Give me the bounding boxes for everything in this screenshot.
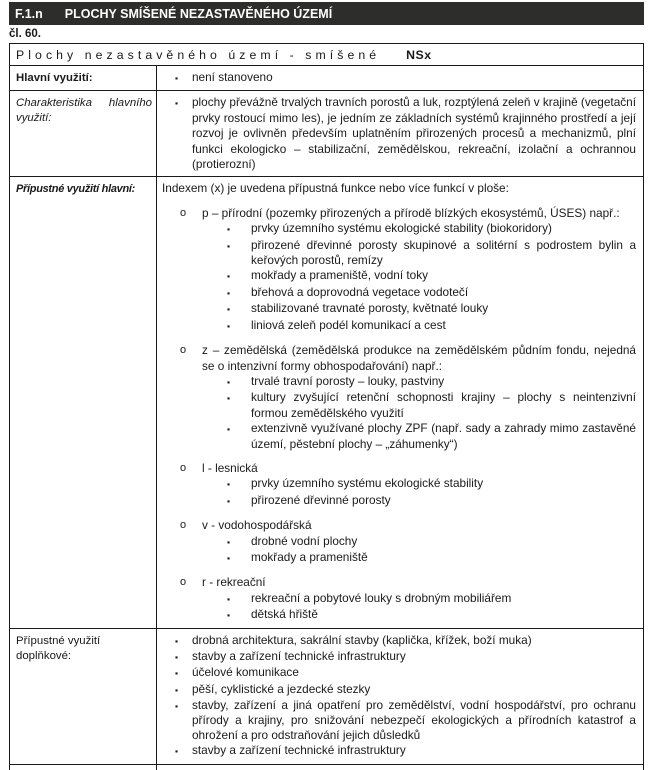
section-code: F.1.n [15, 6, 43, 21]
bullet-square-icon: ▪ [175, 701, 179, 712]
bullet-circle-icon: o [180, 206, 187, 219]
list-item [227, 221, 636, 237]
row-label-main-use: Hlavní využití: [10, 66, 157, 91]
bullet-square-icon: ▪ [175, 652, 179, 662]
bullet-square-icon: ▪ [227, 287, 231, 298]
list-item [227, 421, 636, 452]
bullet-square-icon: ▪ [227, 320, 231, 331]
bullet-square-icon: ▪ [175, 98, 179, 109]
list-item-text: prvky územního systému ekologické stability [251, 476, 484, 491]
list-item [227, 285, 636, 301]
table-row-title [10, 44, 644, 66]
list-item-text: mokřady a prameniště [251, 549, 368, 564]
list-item [175, 95, 636, 172]
bullet-square-icon: ▪ [227, 495, 231, 506]
list-item [175, 665, 636, 681]
list-item [227, 318, 636, 334]
row-value-characteristics [157, 91, 644, 177]
table-row-characteristics [10, 91, 644, 177]
function-group-z [161, 343, 636, 452]
bullet-square-icon: ▪ [227, 393, 231, 404]
row-value-permissible-main [157, 177, 644, 628]
index-intro-text: Indexem (x) je uvedena přípustná funkce nebo více funkcí v ploše: [162, 181, 509, 196]
bullet-square-icon: ▪ [227, 304, 231, 315]
list-item-text: stavby a zařízení technické infrastruktury [192, 649, 406, 663]
row-label-characteristics: Charakteristika hlavního využití: [10, 91, 157, 177]
list-item-text: stavby a zařízení technické infrastruktury [192, 743, 406, 758]
list-item-text: rekreační a pobytové louky s drobným mobiliářem [251, 590, 512, 605]
list-item [227, 591, 636, 607]
bullet-circle-icon: o [180, 461, 187, 474]
list-item [227, 301, 636, 317]
list-item-text: břehová a doprovodná vegetace vodotečí [251, 284, 469, 299]
row-value-main-use [157, 66, 644, 91]
list-item-text: pěší, cyklistické a jezdecké stezky [192, 681, 371, 696]
bullet-square-icon: ▪ [175, 635, 179, 646]
list-item [227, 374, 636, 390]
document-page [0, 2, 651, 758]
function-group-p [161, 206, 636, 334]
list-item-text: plochy převážně trvalých travních porostů a luk, rozptýlená zeleň v krajině (vegetační prvky rostoucí mimo les), je jedním ze základních systémů krajinného prostředí a její rozvoj je ovlivněn především uplatněním přirozených procesů a mechanizmů, plní funkci ekologicko – stabilizační, zemědělskou, rekreační, izolační a ochrannou (protierozní) [192, 95, 636, 172]
list-item-text: kultury zvyšující retenční schopnosti krajiny – plochy s neintenzivní formou zemědělského využití [251, 390, 636, 420]
bullet-square-icon: ▪ [175, 746, 179, 757]
list-item-text: mokřady a prameniště, vodní toky [251, 268, 429, 283]
function-group-v [161, 518, 636, 566]
list-item-text: trvalé travní porosty – louky, pastviny [251, 373, 445, 388]
bullet-square-icon: ▪ [227, 271, 231, 282]
list-item-text: přirozené dřevinné porosty [251, 492, 391, 507]
list-item-text: přirozené dřevinné porosty skupinové a solitérní s podrostem bylin a keřových porostů, remízy [251, 237, 636, 268]
list-item [227, 493, 636, 509]
list-item-text: drobná architektura, sakrální stavby (kaplička, křížek, boží muka) [192, 632, 532, 647]
list-item [227, 607, 636, 623]
row-label-permissible-supplementary: Přípustné využití doplňkové: [10, 628, 157, 764]
group-title-text: r - rekreační [202, 575, 266, 590]
table-row-main-use [10, 66, 644, 91]
list-item [175, 633, 636, 649]
list-item [175, 682, 636, 698]
list-item [227, 238, 636, 269]
list-item-text: drobné vodní plochy [251, 533, 358, 548]
group-title-row [180, 575, 636, 590]
table-row-permissible-main [10, 177, 644, 628]
plot-type-code: NSx [406, 48, 432, 62]
bullet-square-icon: ▪ [227, 479, 231, 490]
list-item-text: stavby, zařízení a jiná opatření pro zemědělství, vodní hospodářství, pro ochranu přírody a krajiny, pro snižování nebezpečí ekologických a přírodních katastrof a ohrožení a pro odstraňování jejich důsledků [192, 698, 636, 743]
table-row-next-partial [10, 764, 644, 770]
bullet-square-icon: ▪ [227, 376, 231, 387]
list-item-text: extenzivně využívané plochy ZPF (např. sady a zahrady mimo zastavěné území, pěstební plochy – „záhumenky“) [251, 421, 636, 451]
bullet-square-icon: ▪ [175, 668, 179, 679]
bullet-square-icon: ▪ [227, 552, 231, 563]
function-group-r [161, 575, 636, 623]
bullet-square-icon: ▪ [227, 536, 231, 547]
bullet-circle-icon: o [180, 519, 187, 532]
bullet-square-icon: ▪ [227, 593, 231, 604]
section-title: PLOCHY SMÍŠENÉ NEZASTAVĚNÉHO ÚZEMÍ [64, 6, 333, 21]
bullet-square-icon: ▪ [227, 610, 231, 621]
list-item-text: dětská hřiště [251, 607, 318, 622]
list-item [227, 534, 636, 550]
list-item-text: není stanoveno [192, 70, 273, 84]
bullet-square-icon: ▪ [175, 73, 179, 83]
list-item [227, 268, 636, 284]
group-title-row [180, 461, 636, 476]
group-title-row [180, 343, 636, 374]
list-item-text: účelové komunikace [192, 665, 299, 680]
list-item [227, 550, 636, 566]
row-value-permissible-supplementary [157, 628, 644, 764]
list-item [227, 476, 636, 492]
bullet-circle-icon: o [180, 576, 187, 589]
list-item [175, 70, 636, 86]
bullet-circle-icon: o [180, 344, 187, 357]
group-title-text: p – přírodní (pozemky přirozených a přírodě blízkých ekosystémů, ÚSES) např.: [202, 205, 620, 220]
row-label-permissible-main: Přípustné využití hlavní: [10, 177, 157, 628]
list-item [175, 698, 636, 743]
list-item-text: liniová zeleň podél komunikací a cest [251, 317, 446, 332]
plot-type-title: Plochy nezastavěného území - smíšené [16, 48, 381, 62]
group-title-text: z – zemědělská (zemědělská produkce na zemědělském půdním fondu, nejedná se o intenzivní formy obhospodařování) např.: [202, 343, 636, 373]
article-number: čl. 60. [9, 28, 41, 40]
group-title-text: l - lesnická [202, 460, 258, 475]
list-item-text: prvky územního systému ekologické stability (biokoridory) [251, 221, 552, 236]
table-row-permissible-supplementary [10, 628, 644, 764]
group-title-row [180, 518, 636, 533]
section-header-bar [9, 2, 644, 25]
zoning-table [9, 43, 644, 770]
function-group-l [161, 461, 636, 509]
bullet-square-icon: ▪ [227, 424, 231, 435]
group-title-text: v - vodohospodářská [202, 518, 312, 533]
bullet-square-icon: ▪ [175, 684, 179, 695]
list-item [227, 390, 636, 421]
list-item [175, 743, 636, 759]
bullet-square-icon: ▪ [227, 240, 231, 251]
list-item-text: stabilizované travnaté porosty, květnaté louky [251, 301, 489, 316]
bullet-square-icon: ▪ [227, 224, 231, 235]
list-item [175, 649, 636, 665]
group-title-row [180, 206, 636, 221]
